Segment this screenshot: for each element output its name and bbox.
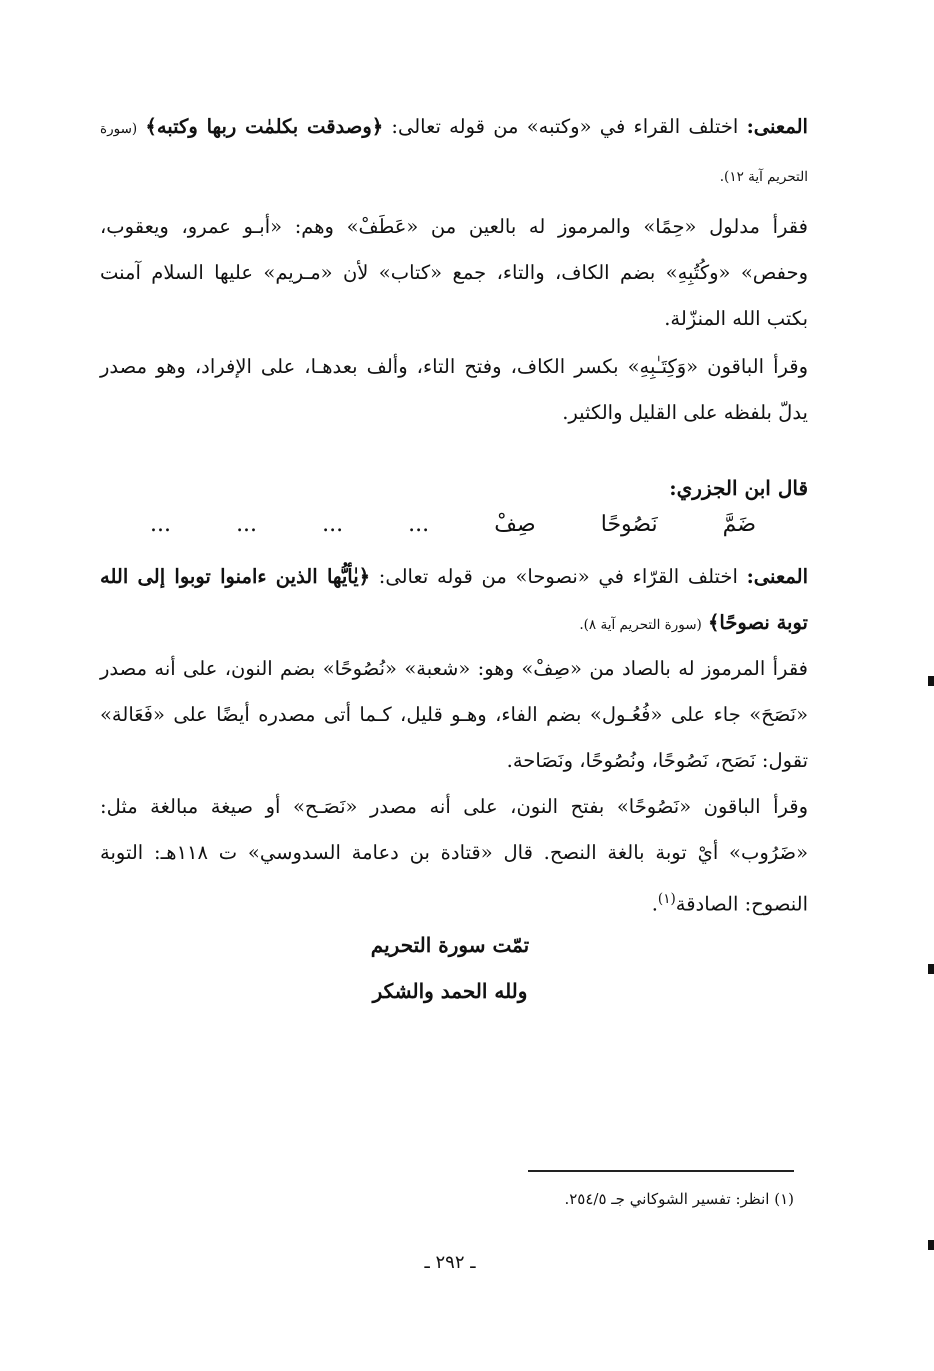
- meaning-label: المعنى:: [746, 565, 808, 588]
- closing-line-1: تمّت سورة التحريم: [370, 933, 530, 957]
- verse-ellipsis: ...: [408, 512, 430, 537]
- meaning-label: المعنى:: [746, 115, 808, 138]
- readings-paragraph-2: [100, 646, 808, 784]
- verse-reference: (سورة التحريم آية ١٢).: [100, 121, 808, 185]
- others-paragraph-1: [100, 344, 808, 436]
- closing-line-2: ولله الحمد والشكر: [372, 979, 528, 1003]
- meaning-text: اختلف القراء في «وكتبه» من قوله تعالى:: [391, 115, 739, 138]
- others-text: وقرأ الباقون «نَصُوحًا» بفتح النون، على أنه مصدر «نَصَـح» أو صيغة مبالغة مثل: «ضَرُوب» أيْ توبة بالغة النصح. قال «قتادة بن دعامة السدوسي» ت ١١٨هـ: التوبة النصوح: الصادقة: [100, 795, 808, 916]
- verse-ellipsis: ...: [150, 512, 171, 537]
- readings-text: فقرأ المرموز له بالصاد من «صِفْ» وهو: «شعبة» «نُصُوحًا» بضم النون، على أنه مصدر «نَصَحَ» جاء على «فُعُـول» بضم الفاء، وهـو قليل، كـما أتى مصدره أيضًا على «فَعَالة» تقول: نَصَح، نَصُوحًا، ونُصُوحًا، ونَصَاحة.: [100, 657, 809, 772]
- scan-edge-mark: [928, 964, 934, 974]
- scan-edge-mark: [928, 1240, 934, 1250]
- closing-block: [300, 922, 600, 1014]
- footnote-marker: (١): [657, 891, 676, 907]
- meaning-text: اختلف القرّاء في «نصوحا» من قوله تعالى:: [378, 565, 738, 588]
- verse-word: نَصُوحًا: [600, 512, 658, 537]
- quran-verse: ﴿وصدقت بكلمٰت ربها وكتبه﴾: [145, 115, 384, 138]
- footnote-text: انظر: تفسير الشوكاني جـ ٢٥٤/٥.: [564, 1190, 770, 1208]
- footnote-number: (١): [774, 1190, 794, 1208]
- verse-ellipsis: ...: [236, 512, 258, 537]
- page-number: ـ ٢٩٢ ـ: [424, 1252, 476, 1273]
- meaning-paragraph-2: [100, 554, 808, 648]
- scan-edge-mark: [928, 676, 934, 686]
- verse-ellipsis: ...: [322, 512, 344, 537]
- end-punctuation: .: [651, 892, 658, 916]
- verse-word: صِفْ: [494, 512, 536, 537]
- others-text: وقرأ الباقون «وَكِتَـٰبِهِ» بكسر الكاف، وفتح التاء، وألف بعدهـا، على الإفراد، وهو مصدر يدلّ بلفظه على القليل والكثير.: [100, 355, 808, 424]
- meaning-paragraph-1: [100, 104, 808, 200]
- footnote: [294, 1190, 794, 1208]
- quran-verse: ﴿يٰأيُّها الذين ءامنوا توبوا إلى الله توبة نصوحًا﴾: [100, 565, 808, 634]
- readings-text: فقرأ مدلول «حِمًا» والمرموز له بالعين من «عَطَفْ» وهم: «أبـو عمرو، ويعقوب، وحفص» «وكُتُبِهِ» بضم الكاف، والتاء، جمع «كتاب» لأن «مـريم» عليها السلام آمنت بكتب الله المنزّلة.: [100, 215, 808, 330]
- section-heading: قال ابن الجزري:: [669, 476, 808, 500]
- readings-paragraph-1: [100, 204, 808, 342]
- poem-verse-line: [150, 512, 756, 537]
- verse-reference: (سورة التحريم آية ٨).: [579, 617, 702, 633]
- verse-word: ضَمَّ: [722, 512, 756, 537]
- footnote-divider: [528, 1170, 794, 1172]
- others-paragraph-2: [100, 784, 808, 928]
